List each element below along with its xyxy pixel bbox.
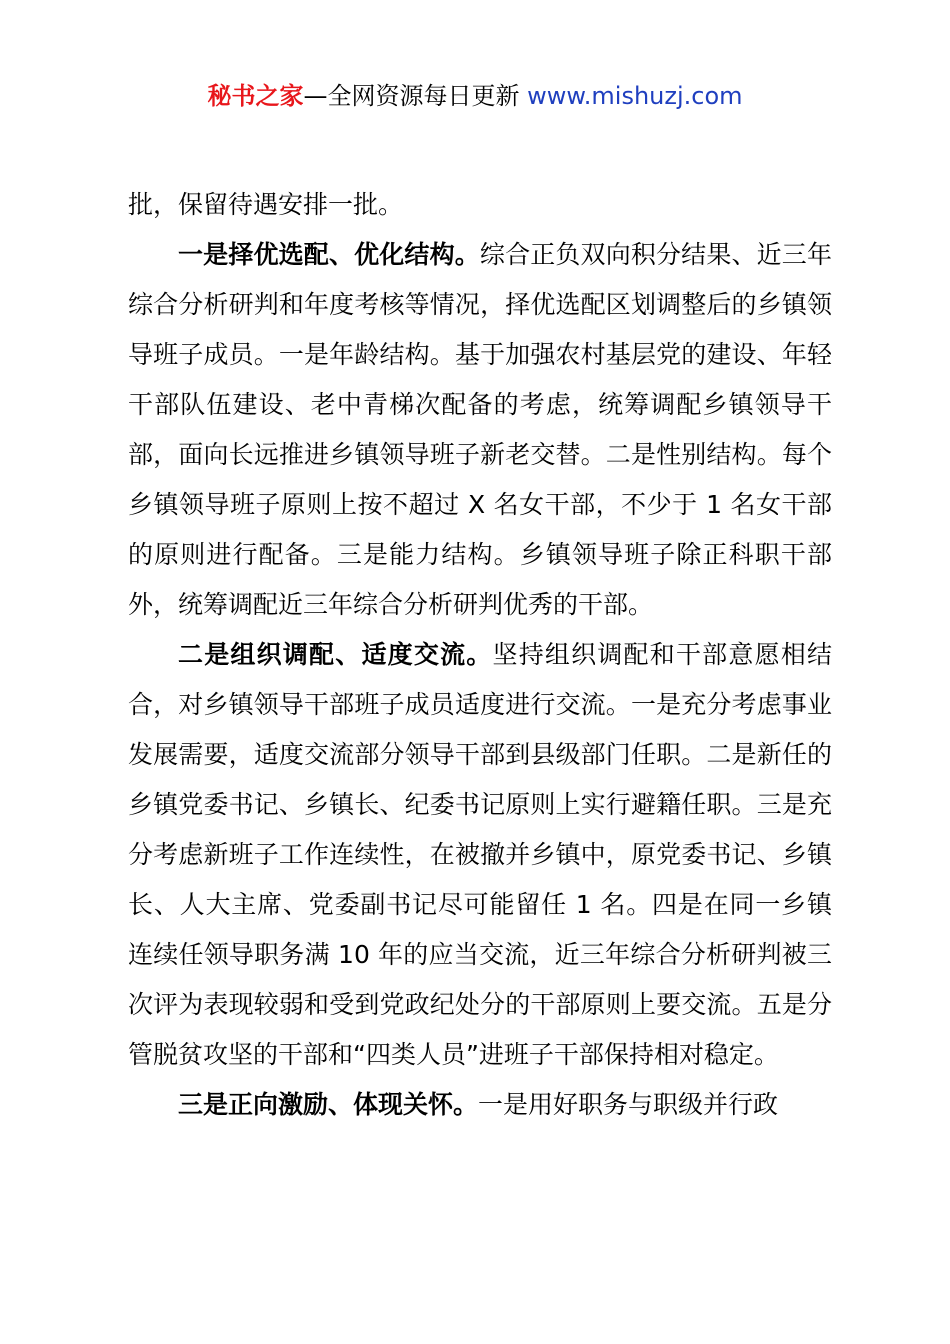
paragraph-heading: 一是择优选配、优化结构。 — [178, 240, 480, 269]
site-url-link[interactable]: www.mishuzj.com — [527, 82, 743, 110]
paragraph-text: 一是用好职务与职级并行政 — [478, 1090, 779, 1119]
paragraph-organizational-exchange — [128, 630, 832, 1080]
paragraph-text: 批，保留待遇安排一批。 — [128, 190, 404, 219]
site-brand: 秘书之家 — [207, 82, 304, 110]
page-header — [0, 80, 950, 112]
paragraph-continuation — [128, 180, 832, 230]
paragraph-heading: 二是组织调配、适度交流。 — [178, 640, 493, 669]
paragraph-positive-incentive — [128, 1080, 832, 1130]
document-body — [128, 180, 832, 1130]
paragraph-optimize-structure — [128, 230, 832, 630]
paragraph-text: 坚持组织调配和干部意愿相结合，对乡镇领导干部班子成员适度进行交流。一是充分考虑事业发展需要，适度交流部分领导干部到县级部门任职。二是新任的乡镇党委书记、乡镇长、纪委书记原则上实行避籍任职。三是充分考虑新班子工作连续性，在被撤并乡镇中，原党委书记、乡镇长、人大主席、党委副书记尽可能留任 1 名。四是在同一乡镇连续任领导职务满 10 年的应当交流，近三年综合分析研判被三次评为表现较弱和受到党政纪处分的干部原则上要交流。五是分管脱贫攻坚的干部和“四类人员”进班子干部保持相对稳定。 — [128, 640, 832, 1069]
paragraph-text: 综合正负双向积分结果、近三年综合分析研判和年度考核等情况，择优选配区划调整后的乡镇领导班子成员。一是年龄结构。基于加强农村基层党的建设、年轻干部队伍建设、老中青梯次配备的考虑，统筹调配乡镇领导干部，面向长远推进乡镇领导班子新老交替。二是性别结构。每个乡镇领导班子原则上按不超过 X 名女干部，不少于 1 名女干部的原则进行配备。三是能力结构。乡镇领导班子除正科职干部外，统筹调配近三年综合分析研判优秀的干部。 — [128, 240, 832, 619]
site-tagline: —全网资源每日更新 — [303, 82, 528, 110]
paragraph-heading: 三是正向激励、体现关怀。 — [178, 1090, 479, 1119]
